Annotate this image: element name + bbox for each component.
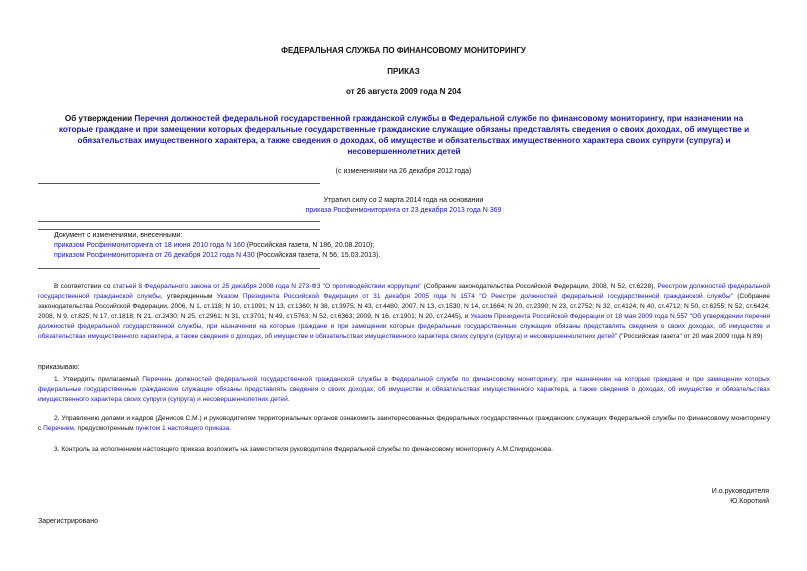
doc-type: ПРИКАЗ: [387, 67, 420, 76]
divider: [38, 229, 320, 230]
item-3-paragraph: [38, 445, 770, 455]
item-2-point-1-link[interactable]: пунктом 1 настоящего приказа: [135, 425, 230, 432]
item-2-text: , предусмотренным: [73, 425, 136, 432]
item-1-text: 1. Утвердить прилагаемый: [54, 376, 143, 383]
article-8-link[interactable]: статьей 8 Федерального закона от 25 декабря 2008 года N 273-ФЗ "О противодействии коррупции": [112, 283, 422, 290]
change-1-link[interactable]: приказом Росфинмониторинга от 18 июня 2010 года N 160: [54, 242, 245, 249]
item-3-text: 3. Контроль за исполнением настоящего приказа возложить на заместителя руководителя Федеральной службы по финансовому мониторингу А.М.Спиридонова.: [54, 446, 553, 453]
item-1-text: .: [287, 396, 290, 403]
divider: [38, 268, 320, 269]
preamble-paragraph: [38, 282, 770, 342]
item-2-text: 2. Управлению делами и кадров (Денисов С.М.) и руководителям территориальных органов ознакомить заинтересованных федеральных государственных гражданских служащих Федеральной службы по финансовому мониторингу с: [38, 415, 770, 432]
change-2-tail: (Российская газета, N 56, 15.03.2013).: [254, 252, 381, 259]
divider: [38, 183, 320, 184]
decree-1574-link[interactable]: Указом Президента Российской Федерации от 31 декабря 2005 года N 1574 "О Реестре должностей федеральной государственной гражданской службы": [216, 293, 733, 300]
expired-note: Утратил силу со 2 марта 2014 года на основании: [323, 197, 484, 204]
preamble-text: (Собрание законодательства Российской Федерации, 2008, N 52, ст.6228),: [421, 283, 658, 290]
preamble-text: (Собрание законодательства Российской Федерации, 2006, N 1, ст.118; N 10, ст.1091; N 13, ст.1360; N 38, ст.3975; N 43, ст.4480; 2007, N 13, ст.1530; N 14, ст.1664; N 20, ст.2390; N 23, ст.2752; N 32, ст.4124; N 40, ст.4712; N 50, ст.6255; N 52, ст.6424; 2008, N 9, ст.825; N 17, ст.1818; N 21, ст.2430; N 25, ст.2961; N 31, ст.3701; N 49, ст.5763; N 52, ст.6363; 2009, N 16, ст.1901; N 20, ст.2445), и: [38, 293, 771, 320]
signature-role: И.о.руководителя: [711, 488, 769, 495]
change-2-link[interactable]: приказом Росфинмониторинга от 26 декабря 2012 года N 430: [54, 252, 255, 259]
order-word: приказываю:: [38, 364, 80, 371]
title-prefix: Об утверждении: [64, 114, 135, 123]
preamble-text: ("Российская газета" от 20 мая 2009 года N 89): [617, 333, 763, 340]
amendment-note: (с изменениями на 26 декабря 2012 года): [335, 168, 472, 175]
signature-name: Ю.Короткий: [730, 498, 769, 505]
decree-557-link[interactable]: Указом Президента Российской Федерации от 18 мая 2009 года N 557 "Об утверждении перечня должностей федеральной государственной службы, при назначении на которые граждане и при замещении которых федеральные государственные служащие обязаны представлять сведения о своих доходах, об имуществе и обязательствах имущественного характера, а также сведения о доходах, об имуществе и обязательствах имущественного характера своих супруги (супруга) и несовершеннолетних детей": [38, 313, 770, 340]
registry-link[interactable]: Реестром должностей федеральной государственной гражданской службы: [38, 283, 770, 300]
change-1-tail: (Российская газета, N 186, 20.08.2010);: [244, 242, 375, 249]
item-2-text: .: [229, 425, 232, 432]
document-title: [52, 113, 756, 157]
change-item-2: [54, 252, 380, 259]
preamble-text: В соответствии со: [54, 283, 113, 290]
preamble-text: , утвержденным: [160, 293, 217, 300]
expired-order-link[interactable]: приказа Росфинмониторинга от 23 декабря 2013 года N 369: [305, 207, 502, 214]
registered-note: Зарегистрировано: [38, 518, 98, 525]
divider: [38, 221, 320, 222]
doc-date-number: от 26 августа 2009 года N 204: [345, 87, 462, 96]
agency-title: ФЕДЕРАЛЬНАЯ СЛУЖБА ПО ФИНАНСОВОМУ МОНИТОРИНГУ: [281, 46, 526, 55]
item-1-perechen-link[interactable]: Перечень должностей федеральной государственной гражданской службы в Федеральной службе по финансовому мониторингу, при назначении на которые граждане и при замещении которых федеральные государственные гражданские служащие обязаны представлять сведения о своих доходах, об имуществе и обязательствах имущественного характера, а также сведения о доходах, об имуществе и обязательствах имущественного характера своих супруги (супруга) и несовершеннолетних детей: [38, 376, 770, 403]
item-2-perechen-link[interactable]: Перечнем: [43, 425, 74, 432]
item-1-paragraph: [38, 375, 770, 405]
changes-heading: Документ с изменениями, внесенными:: [54, 232, 183, 239]
change-item-1: [54, 242, 374, 249]
title-perechen-link[interactable]: Перечня должностей федеральной государственной гражданской службы в Федеральной службе по финансовому мониторингу, при назначении на которые граждане и при замещении которых федеральные государственные гражданские служащие обязаны представлять сведения о своих доходах, об имуществе и обязательствах имущественного характера, а также сведения о доходах, об имуществе и обязательствах имущественного характера своих супруги (супруга) и несовершеннолетних детей: [58, 114, 750, 156]
item-2-paragraph: [38, 414, 770, 434]
